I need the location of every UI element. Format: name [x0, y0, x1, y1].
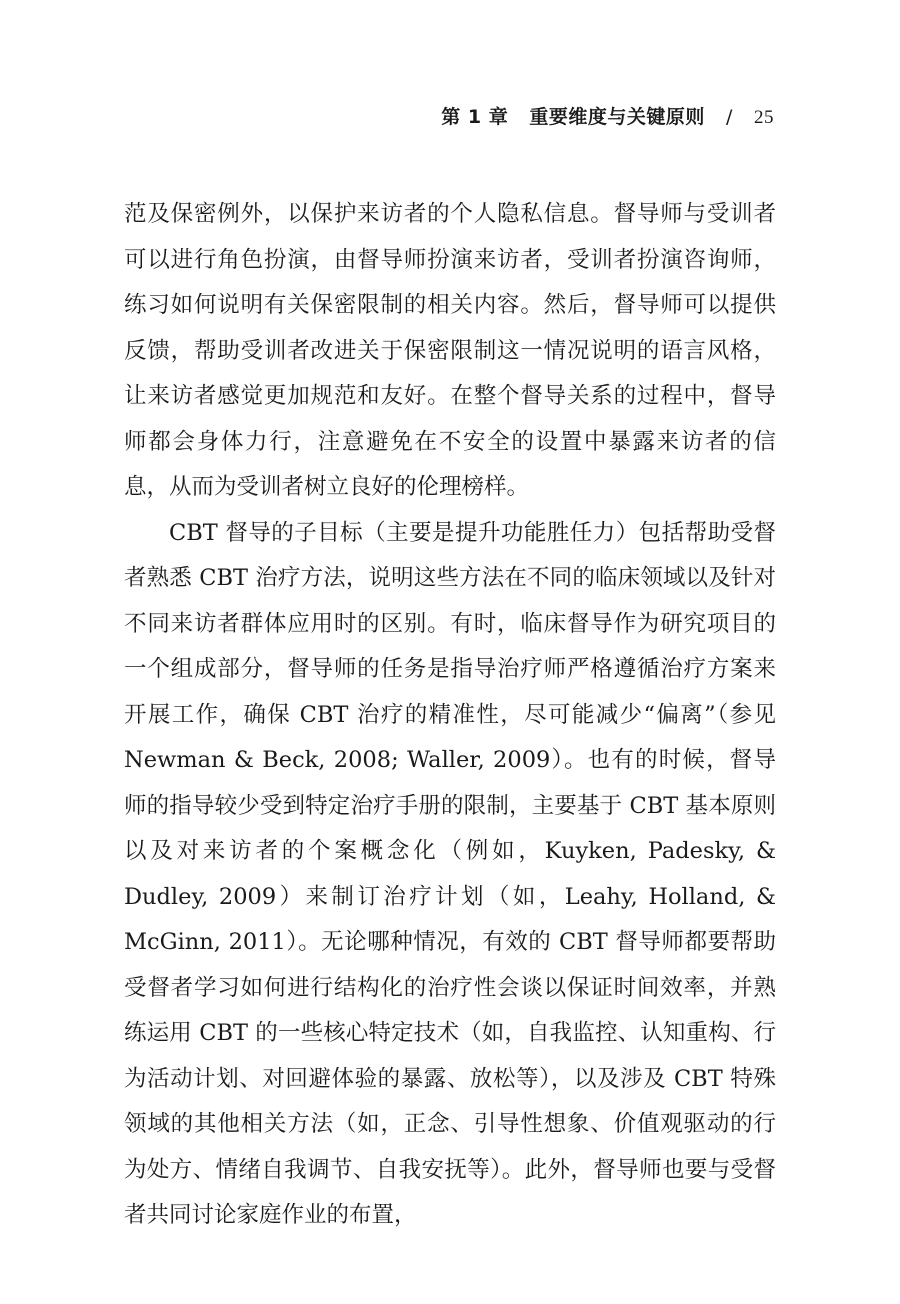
- paragraph: CBT 督导的子目标（主要是提升功能胜任力）包括帮助受督者熟悉 CBT 治疗方法，说明这些方法在不同的临床领域以及针对不同来访者群体应用时的区别。有时，临床督导作为研究项目的一个组成部分，督导师的任务是指导治疗师严格遵循治疗方案来开展工作，确保 CBT 治疗的精准性，尽可能减少“偏离”（参见 Newman & Beck, 2008; Waller, 2009）。也有的时候，督导师的指导较少受到特定治疗手册的限制，主要基于 CBT 基本原则以及对来访者的个案概念化（例如，Kuyken, Padesky, & Dudley, 2009）来制订治疗计划（如，Leahy, Holland, & McGinn, 2011）。无论哪种情况，有效的 CBT 督导师都要帮助受督者学习如何进行结构化的治疗性会谈以保证时间效率，并熟练运用 CBT 的一些核心特定技术（如，自我监控、认知重构、行为活动计划、对回避体验的暴露、放松等），以及涉及 CBT 特殊领域的其他相关方法（如，正念、引导性想象、价值观驱动的行为处方、情绪自我调节、自我安抚等）。此外，督导师也要与受督者共同讨论家庭作业的布置，: [124, 519, 776, 1228]
- page-number: 25: [754, 107, 774, 128]
- chapter-title: 重要维度与关键原则: [529, 106, 705, 128]
- body-text: [124, 192, 776, 1239]
- chapter-label: 第 1 章: [441, 106, 509, 128]
- header-separator: /: [725, 106, 733, 128]
- running-head: [441, 102, 774, 129]
- paragraph: 范及保密例外，以保护来访者的个人隐私信息。督导师与受训者可以进行角色扮演，由督导师扮演来访者，受训者扮演咨询师，练习如何说明有关保密限制的相关内容。然后，督导师可以提供反馈，帮助受训者改进关于保密限制这一情况说明的语言风格，让来访者感觉更加规范和友好。在整个督导关系的过程中，督导师都会身体力行，注意避免在不安全的设置中暴露来访者的信息，从而为受训者树立良好的伦理榜样。: [124, 201, 776, 500]
